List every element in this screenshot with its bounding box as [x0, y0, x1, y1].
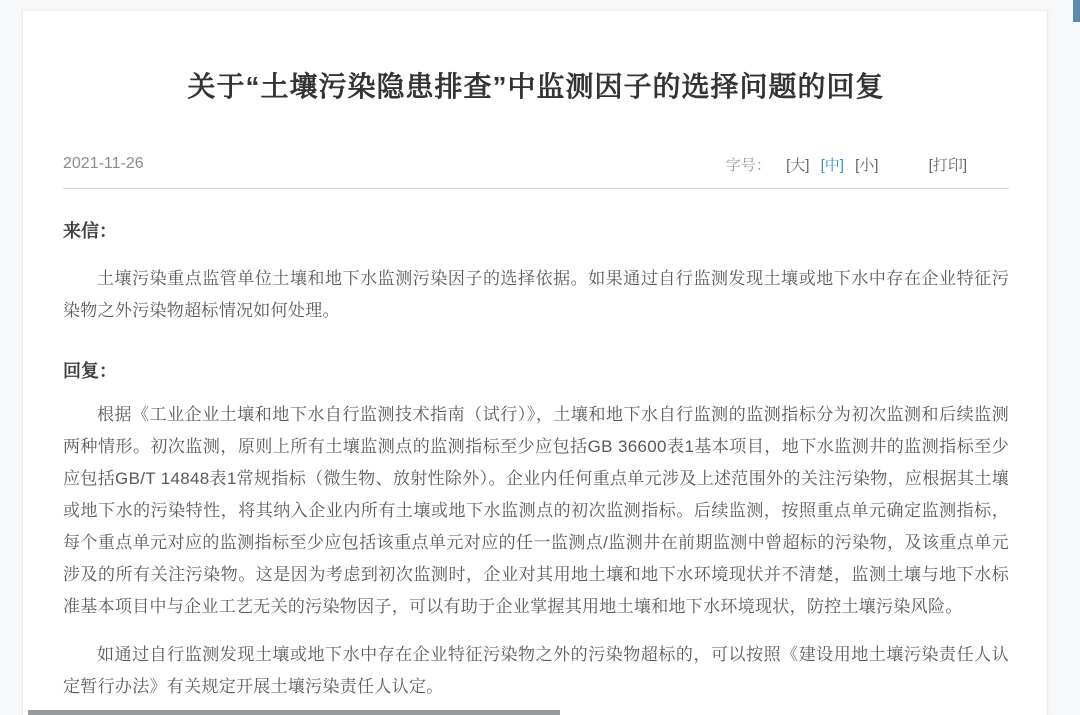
section-heading-reply: 回复：: [63, 361, 117, 381]
divider: [63, 188, 1009, 189]
article-card: [22, 10, 1048, 715]
reply-paragraph-2: 如通过自行监测发现土壤或地下水中存在企业特征污染物之外的污染物超标的，可以按照《建设用地土壤污染责任人认定暂行办法》有关规定开展土壤污染责任人认定。: [63, 645, 1009, 696]
publish-date: 2021-11-26: [63, 155, 144, 172]
article-body: [63, 221, 1009, 703]
font-size-controls: [726, 154, 1009, 175]
letter-paragraph: 土壤污染重点监管单位土壤和地下水监测污染因子的选择依据。如果通过自行监测发现土壤或地下水中存在企业特征污染物之外污染物超标情况如何处理。: [63, 269, 1009, 320]
section-heading-letter: 来信：: [63, 221, 117, 241]
scrollbar-thumb[interactable]: [1073, 0, 1080, 22]
font-size-large-button[interactable]: [大]: [786, 156, 810, 174]
print-button[interactable]: [打印]: [928, 156, 967, 174]
font-size-medium-button[interactable]: [中]: [820, 156, 844, 174]
cropped-element-fragment: [28, 710, 560, 715]
font-size-label: 字号：: [725, 156, 771, 174]
page-title: 关于“土壤污染隐患排查”中监测因子的选择问题的回复: [187, 71, 885, 102]
font-size-small-button[interactable]: [小]: [855, 156, 879, 174]
meta-row: [63, 153, 1009, 175]
reply-paragraph-1: 根据《工业企业土壤和地下水自行监测技术指南（试行）》，土壤和地下水自行监测的监测指标分为初次监测和后续监测两种情形。初次监测，原则上所有土壤监测点的监测指标至少应包括GB 36600表1基本项目，地下水监测井的监测指标至少应包括GB/T 14848表1常规指标（微生物、放射性除外）。企业内任何重点单元涉及上述范围外的关注污染物，应根据其土壤或地下水的污染特性，将其纳入企业内所有土壤或地下水监测点的初次监测指标。后续监测，按照重点单元确定监测指标，每个重点单元对应的监测指标至少应包括该重点单元对应的任一监测点/监测井在前期监测中曾超标的污染物，及该重点单元涉及的所有关注污染物。这是因为考虑到初次监测时，企业对其用地土壤和地下水环境现状并不清楚，监测土壤与地下水标准基本项目中与企业工艺无关的污染物因子，可以有助于企业掌握其用地土壤和地下水环境现状，防控土壤污染风险。: [63, 405, 1009, 616]
